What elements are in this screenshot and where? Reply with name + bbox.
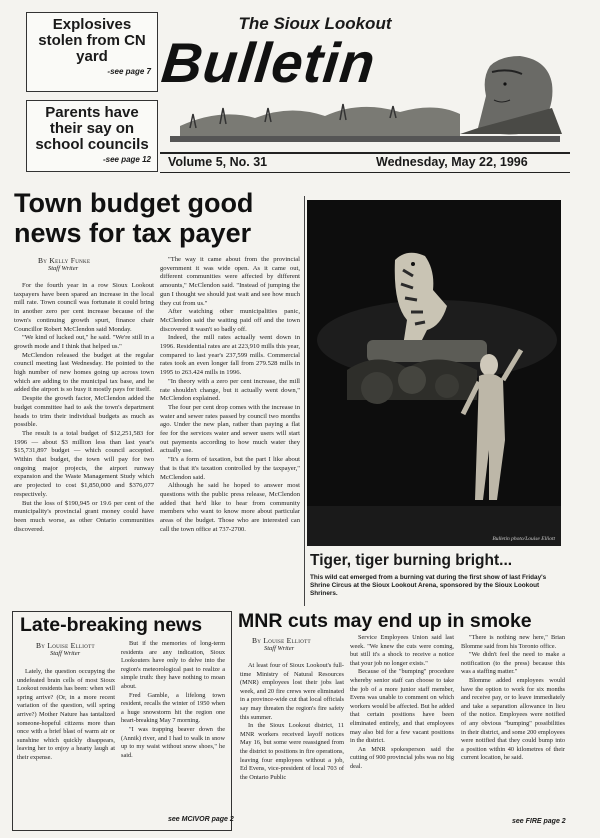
story3-paragraph: An MNR spokesperson said the cutting of 900 provincial jobs was no big deal. <box>350 745 454 770</box>
story1-paragraph: "The way it came about from the provincial government it was wide open. As it came out, different communities were affected by different amounts," McClendon said. "Instead of jumping the gun I thought we should just wait and see how much they cut from us." <box>160 256 300 307</box>
story3-paragraph: Blomme added employees would have the option to work for six months and receive pay, or to leave immediately and take a separation allowance in lieu of the notice. Employees were notified of any obvious "bumping" possibilities in their district, and some 200 employees were notified that they could bump into a position within 40 kilometres of their current location, he said. <box>461 676 565 762</box>
story2-jump[interactable]: see MCIVOR page 2 <box>168 816 234 823</box>
story1-paragraph: For the fourth year in a row Sioux Lookout taxpayers have been spared an increase in the local mill rate. Town council was fortunate it could bring in another zero per cent increase because of the town's continuing growth spurt, finance chair Councillor Robert McClendon said Monday. <box>14 282 154 333</box>
story3-paragraph: In the Sioux Lookout district, 11 MNR workers received layoff notices May 16, but some were reassigned from the district to positions in fire operations, leaving four employees without a job, Ed Evens, vice-president of local 703 of the Ontario Public <box>240 722 344 781</box>
issue-date: Wednesday, May 22, 1996 <box>376 155 528 169</box>
date-rule <box>160 172 570 173</box>
story1-headline-line2: news for tax payer <box>14 218 252 248</box>
teaser-page-ref: -see page 7 <box>107 67 151 76</box>
story3-paragraph: "We didn't feel the need to make a notification (to the press) because this was a staffing matter." <box>461 651 565 676</box>
teaser-headline: Explosives stolen from CN yard <box>38 16 146 65</box>
tiger-photo <box>307 200 561 546</box>
teaser-school-councils[interactable] <box>26 100 158 172</box>
story1-column-1 <box>14 282 154 534</box>
masthead <box>160 8 568 153</box>
story3-paragraph: Service Employees Union said last week. "We knew the cuts were coming, but still it's a shock to receive a notice that your job no longer exists." <box>350 634 454 667</box>
story1-paragraph: Indeed, the mill rates actually went down in 1996. Residential rates are at 223,910 mills this year, compared to last year's 237,599 mills. Commercial rates took an even longer fall from 279.528 mills in 1995 to 263.424 mills in 1996. <box>160 334 300 377</box>
story2-column-2 <box>121 640 225 760</box>
teaser-page-ref: -see page 12 <box>102 155 151 164</box>
story3-column-2 <box>350 634 454 772</box>
story3-paragraph: Because of the "bumping" procedure whereby senior staff can choose to take the job of a more junior staff member, Evens was unable to comment on which workers would be affected. But he added that certain positions have been eliminated entirely, and that employees may also bid for a few vacant positions in the district. <box>350 668 454 745</box>
story1-paragraph: The four per cent drop comes with the increase in water and sewer rates passed by council two months ago. Under the new plan, rather than paying a flat fee for the services water and sewer users will start out payments according to how much water they actually use. <box>160 403 300 455</box>
story2-column-1 <box>17 668 115 763</box>
story1-byline-role: Staff Writer <box>48 265 79 272</box>
masthead-title: Bulletin <box>158 31 379 94</box>
story2-byline: By Louise Elliott <box>36 641 95 650</box>
story2-byline-role: Staff Writer <box>50 650 81 657</box>
story1-paragraph: But the loss of $190,945 or 19.6 per cent of the municipality's provincial grant money could have been much worse, as other Ontario communities discovered. <box>14 499 154 533</box>
column-divider <box>304 196 305 606</box>
story2-paragraph: Fred Gamble, a lifelong town resident, recalls the winter of 1950 when a huge snowstorm hit the region one heart-breaking May 7 morning. <box>121 691 225 725</box>
story3-byline-role: Staff Writer <box>264 645 295 652</box>
story1-paragraph: "It's a form of taxation, but the part I like about that is that it's taxation controlled by the taxpayer," McClendon said. <box>160 456 300 481</box>
teaser-explosives[interactable] <box>26 12 158 92</box>
photo-credit: Bulletin photo/Louise Elliott <box>492 536 555 542</box>
photo-caption-headline: Tiger, tiger burning bright... <box>310 552 513 569</box>
story1-headline[interactable] <box>14 188 253 248</box>
story2-headline[interactable]: Late-breaking news <box>20 614 203 636</box>
issue-volume: Volume 5, No. 31 <box>168 155 268 169</box>
masthead-top-line: The Sioux Lookout <box>238 14 392 33</box>
story1-paragraph: "We kind of lucked out," he said. "We're still in a growth mode and I think that helped us." <box>14 334 154 350</box>
teaser-headline: Parents have their say on school councils <box>35 104 149 153</box>
story1-headline-line1: Town budget good <box>14 188 254 218</box>
story2-paragraph: Lately, the question occupying the undefeated brain cells of most Sioux Lookout residents has been: when will spring arrive? (Or, in a more recent variation of the question, will spring arrive?) Mother Nature has tantalized someone-hopeful citizens more than once with a brief blast of warm air or sunshine which quickly disappears, leaving her to enjoy a hearty laugh at their expense. <box>17 668 115 761</box>
story3-byline: By Louise Elliott <box>252 636 311 645</box>
story3-paragraph: "There is nothing new here," Brian Blomme said from his Toronto office. <box>461 634 565 650</box>
story3-jump[interactable]: see FIRE page 2 <box>512 818 566 825</box>
story1-byline: By Kelly Funke <box>38 256 91 265</box>
photo-caption: This wild cat emerged from a burning vat during the first show of last Friday's Shrine Circus at the Sioux Lookout Arena, sponsored by the Sioux Lookout Shriners. <box>310 574 547 597</box>
story3-column-1 <box>240 662 344 782</box>
tiger-photo-image <box>307 200 561 546</box>
story1-paragraph: Despite the growth factor, McClendon added the budget committee had to ask the town's department heads to trim their individual budgets as much as possible. <box>14 395 154 429</box>
story1-paragraph: "In theory with a zero per cent increase, the mill rate shouldn't change, but it actually went down," McClendon explained. <box>160 377 300 403</box>
story1-paragraph: The result is a total budget of $12,251,583 for 1996 — about $3 million less than last year's $15,731,897 budget — which council accepted. Within that budget, the town will pay for two ongoing major projects, the airport runway expansion and the Waste Management Study which are projected to cost $1,850,000 and $376,077 respectively. <box>14 429 154 498</box>
masthead-landscape-illustration <box>160 8 568 153</box>
story1-paragraph: After watching other municipalities panic, McClendon said the waiting paid off and the town discovered it wasn't so badly off. <box>160 308 300 333</box>
story3-column-3 <box>461 634 565 763</box>
face-illustration-icon <box>460 56 562 135</box>
story1-paragraph: McClendon released the budget at the regular council meeting last Wednesday. He pointed to the high number of new homes going up across town which are adding to the municipal tax base, and he added the airport is so busy it mostly pays for itself. <box>14 351 154 394</box>
story3-paragraph: At least four of Sioux Lookout's full-time Ministry of Natural Resources (MNR) employees lost their jobs last week, and 20 fire crews were eliminated in a province-wide cut that local officials say may threaten the region's fire safety this summer. <box>240 662 344 721</box>
story3-headline[interactable]: MNR cuts may end up in smoke <box>238 610 532 632</box>
story2-paragraph: "I was trapping beaver down the (Annik) river, and I had to walk in snow up to my waist without snow shoes," he said. <box>121 725 225 759</box>
story1-paragraph: Although he said he hoped to answer most questions with the public press release, McClendon added that he'd like to hear from community members who want to know more about particular areas of the budget. Those who are interested can call the town office at 737-2700. <box>160 482 300 533</box>
masthead-rule <box>160 152 570 154</box>
story2-paragraph: But if the memories of long-term residents are any indication, Sioux Lookouters have only to delve into the region's meteorological past to realize a simple truth: they have nothing to moan about. <box>121 640 225 690</box>
story1-column-2 <box>160 256 300 535</box>
